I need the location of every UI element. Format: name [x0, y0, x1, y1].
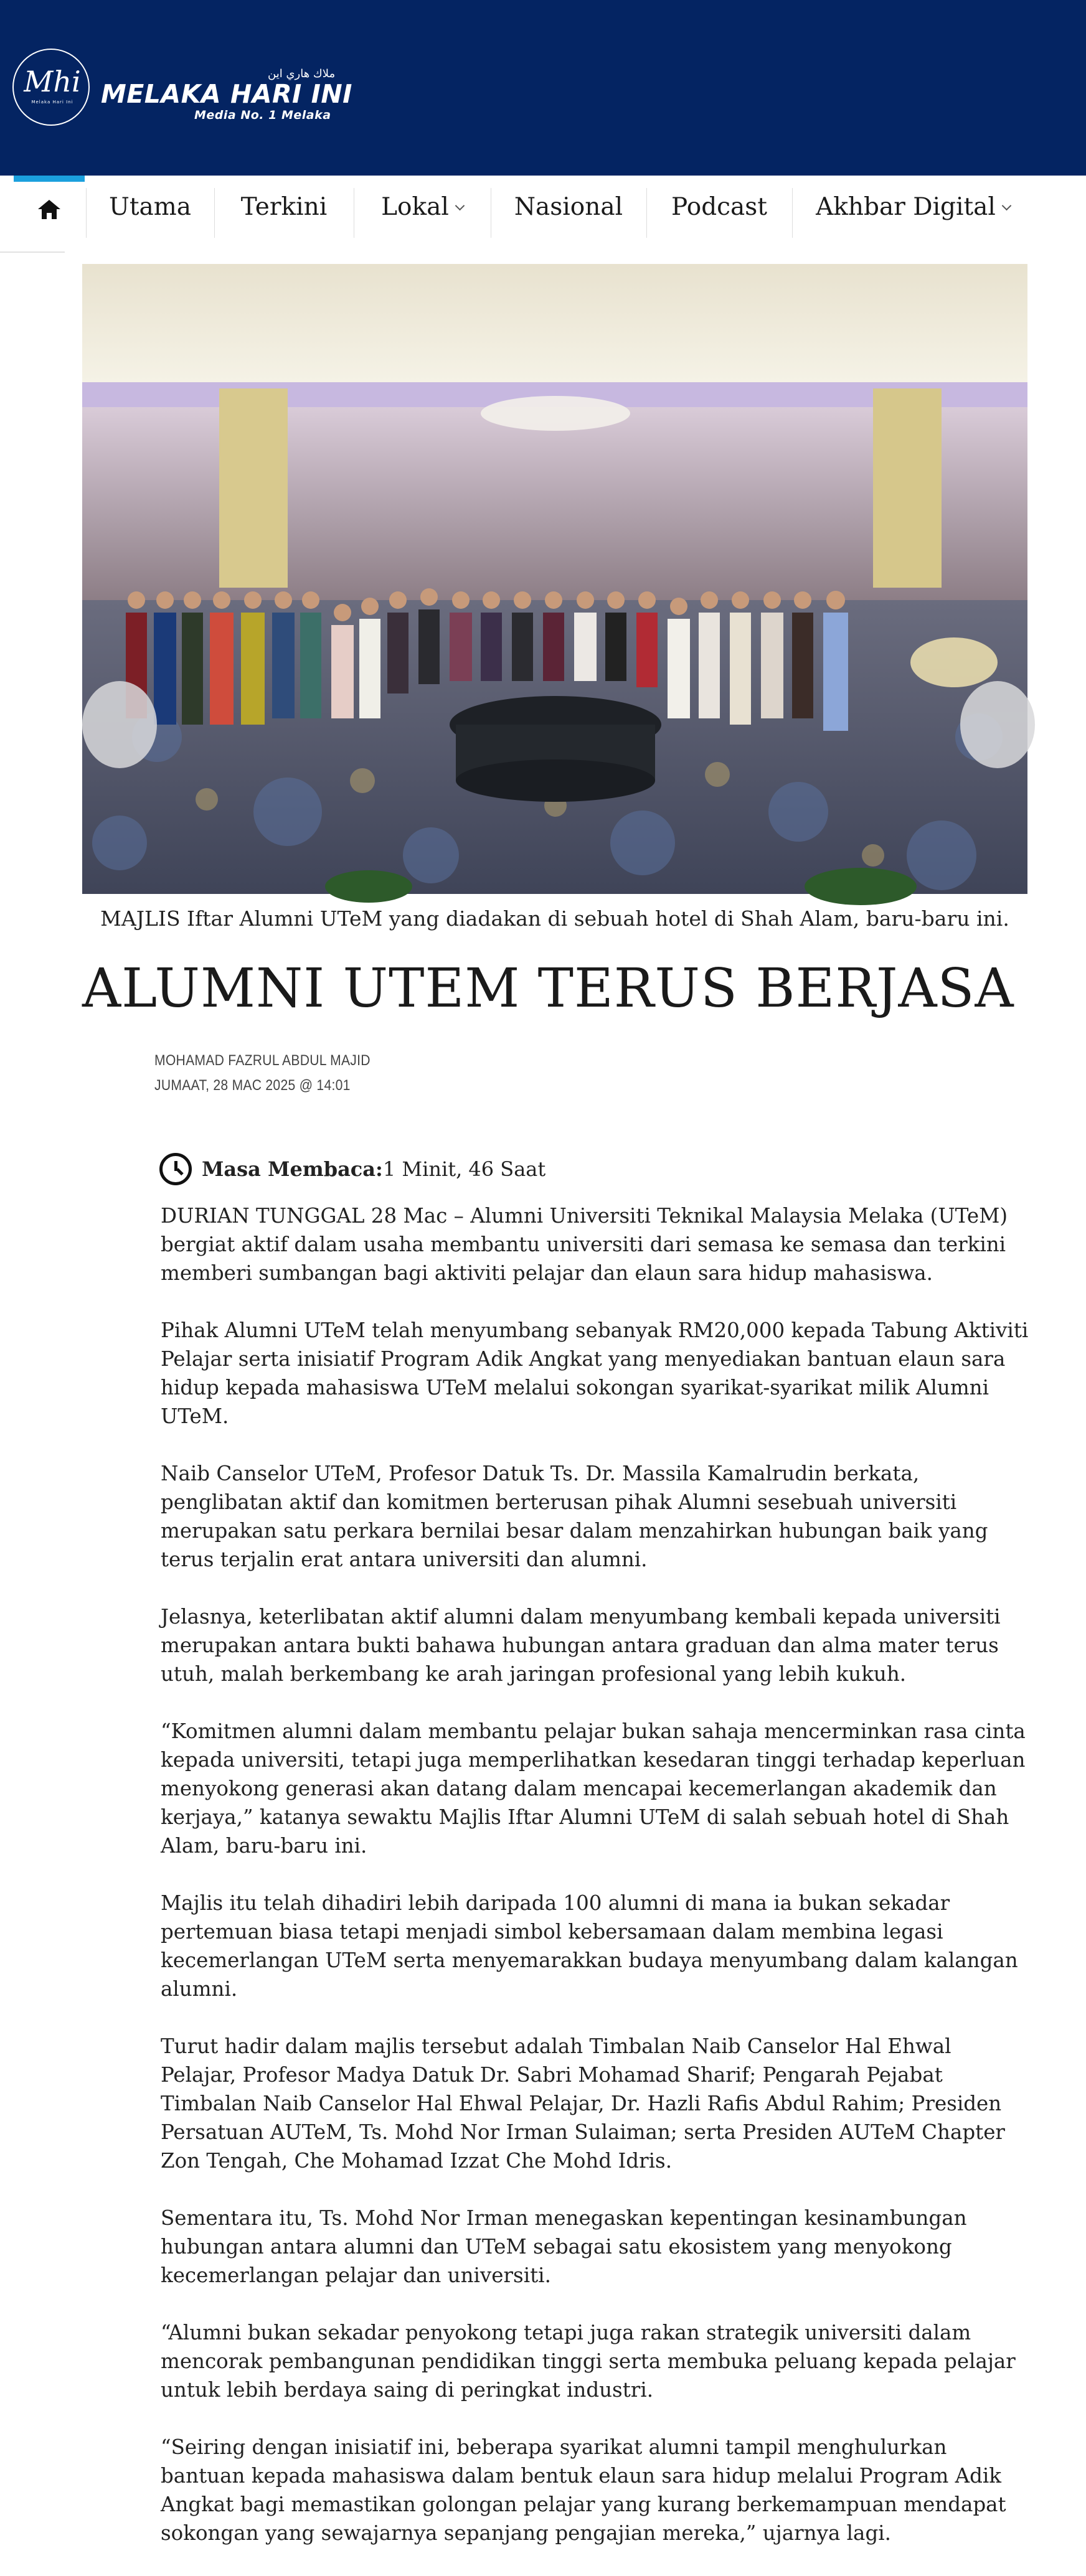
nav-divider	[792, 188, 793, 238]
nav-item-terkini[interactable]	[215, 176, 352, 238]
nav-underline	[0, 251, 65, 253]
article-byline	[154, 1048, 371, 1098]
article-date: JUMAAT, 28 MAC 2025 @ 14:01	[154, 1077, 351, 1094]
chevron-down-icon	[455, 200, 465, 210]
nav-item-akhbar-digital[interactable]	[793, 176, 1032, 238]
nav-item-podcast[interactable]	[648, 176, 791, 238]
article-paragraph: Naib Canselor UTeM, Profesor Datuk Ts. Dr. Massila Kamalrudin berkata, penglibatan aktif dan komitmen berterusan pihak Alumni sesebuah universiti merupakan satu perkara bernilai besar dalam menzahirkan hubungan baik yang terus terjalin erat antara universiti dan alumni.	[161, 1462, 988, 1571]
nav-item-nasional[interactable]	[492, 176, 645, 238]
logo-mark-subtext: Melaka Hari Ini	[31, 100, 73, 105]
logo-emblem	[12, 49, 90, 126]
article-paragraph: Pihak Alumni UTeM telah menyumbang sebanyak RM20,000 kepada Tabung Aktiviti Pelajar serta inisiatif Program Adik Angkat yang menyediakan bantuan elaun sara hidup kepada mahasiswa UTeM melalui sokongan syarikat-syarikat milik Alumni UTeM.	[161, 1319, 1029, 1428]
home-icon	[38, 200, 60, 220]
nav-home[interactable]	[14, 176, 85, 238]
article-paragraph: “Alumni bukan sekadar penyokong tetapi juga rakan strategik universiti dalam mencorak pembangunan pendidikan tinggi serta membuka peluang kepada pelajar untuk lebih berdaya saing di peringkat industri.	[161, 2321, 1016, 2402]
site-logo[interactable]	[12, 49, 361, 127]
nav-item-label: Nasional	[514, 192, 623, 221]
article-paragraph: Turut hadir dalam majlis tersebut adalah Timbalan Naib Canselor Hal Ehwal Pelajar, Profesor Madya Datuk Dr. Sabri Mohamad Sharif; Pengarah Pejabat Timbalan Naib Canselor Hal Ehwal Pelajar, Dr. Hazli Rafis Abdul Rahim; Presiden Persatuan AUTeM, Ts. Mohd Nor Irman Sulaiman; serta Presiden AUTeM Chapter Zon Tengah, Che Mohamad Izzat Che Mohd Idris.	[161, 2034, 1005, 2173]
nav-item-label: Akhbar Digital	[816, 192, 996, 221]
clock-icon	[159, 1153, 192, 1185]
nav-item-utama[interactable]	[87, 176, 213, 238]
site-name: MELAKA HARI INI	[101, 79, 352, 109]
nav-item-lokal[interactable]	[355, 176, 489, 238]
nav-item-label: Utama	[108, 192, 192, 221]
article-paragraph: DURIAN TUNGGAL 28 Mac – Alumni Universiti Teknikal Malaysia Melaka (UTeM) bergiat aktif dalam usaha membantu universiti dari semasa ke semasa dan terkini memberi sumbangan bagi aktiviti pelajar dan elaun sara hidup mahasiswa.	[161, 1204, 1008, 1285]
article-paragraph: Sementara itu, Ts. Mohd Nor Irman menegaskan kepentingan kesinambungan hubungan antara alumni dan UTeM sebagai satu ekosistem yang menyokong kecemerlangan pelajar dan universiti.	[161, 2206, 967, 2287]
article-paragraph: Jelasnya, keterlibatan aktif alumni dalam menyumbang kembali kepada universiti merupakan antara bukti bahawa hubungan antara graduan dan alma mater terus utuh, malah berkembang ke arah jaringan profesional yang lebih kukuh.	[161, 1605, 1001, 1686]
article-author[interactable]: MOHAMAD FAZRUL ABDUL MAJID	[154, 1052, 371, 1069]
reading-time-value: 1 Minit, 46 Saat	[382, 1157, 546, 1181]
nav-divider	[86, 188, 87, 238]
article-body	[161, 1201, 1032, 2576]
logo-mark: Mhi	[24, 65, 81, 98]
article-title: ALUMNI UTEM TERUS BERJASA	[82, 957, 1014, 1020]
site-header	[0, 0, 1086, 176]
chevron-down-icon	[1002, 200, 1012, 210]
logo-arabic-text: ملاك هاري اين	[268, 67, 336, 80]
reading-time-label: Masa Membaca:	[202, 1157, 383, 1181]
nav-item-label: Podcast	[671, 192, 767, 221]
article-hero-image	[82, 264, 1027, 894]
article-paragraph: “Seiring dengan inisiatif ini, beberapa syarikat alumni tampil menghulurkan bantuan kepada mahasiswa dalam bentuk elaun sara hidup melalui Program Adik Angkat bagi memastikan golongan pelajar yang kurang berkemampuan mendapat sokongan yang sewajarnya sepanjang pengajian mereka,” ujarnya lagi.	[161, 2435, 1006, 2545]
article-paragraph: Majlis itu telah dihadiri lebih daripada 100 alumni di mana ia bukan sekadar pertemuan biasa tetapi menjadi simbol kebersamaan dalam membina legasi kecemerlangan UTeM serta menyemarakkan budaya menyumbang dalam kalangan alumni.	[161, 1891, 1018, 2001]
nav-divider	[214, 188, 215, 238]
site-tagline: Media No. 1 Melaka	[194, 108, 331, 122]
image-caption: MAJLIS Iftar Alumni UTeM yang diadakan di sebuah hotel di Shah Alam, baru-baru ini.	[100, 906, 1009, 931]
nav-divider	[646, 188, 647, 238]
nav-item-label: Terkini	[240, 192, 328, 221]
main-navigation	[0, 176, 1086, 238]
reading-time	[159, 1153, 545, 1185]
nav-item-label: Lokal	[381, 192, 449, 221]
article-paragraph: “Komitmen alumni dalam membantu pelajar bukan sahaja mencerminkan rasa cinta kepada universiti, tetapi juga memperlihatkan kesedaran tinggi terhadap keperluan menyokong generasi akan datang dalam mencapai kecemerlangan akademik dan kerjaya,” katanya sewaktu Majlis Iftar Alumni UTeM di salah sebuah hotel di Shah Alam, baru-baru ini.	[161, 1719, 1026, 1858]
